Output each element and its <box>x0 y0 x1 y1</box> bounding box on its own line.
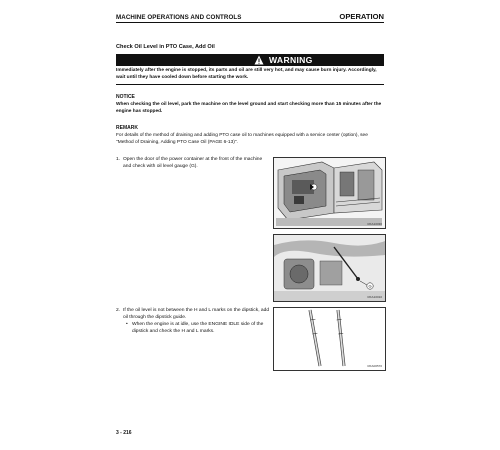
step-2-number: 2. <box>116 308 121 313</box>
warning-rule <box>116 84 384 85</box>
remark-label: REMARK <box>116 125 138 131</box>
figure-gauge-location <box>273 234 386 302</box>
step-1-number: 1. <box>116 157 121 162</box>
step-2 <box>116 307 271 335</box>
warning-banner <box>116 54 384 66</box>
gauge-location-illustration <box>274 235 385 301</box>
dipstick-illustration <box>274 308 385 370</box>
notice-text: When checking the oil level, park the machine on the level ground and start checking more than 15 minutes after the engine has stopped. <box>116 102 382 114</box>
step-2-bullet: • When the engine is at idle, use the ENGINE IDLE side of the dipstick and check the H and L marks. <box>126 321 271 335</box>
section-title: Check Oil Level in PTO Case, Add Oil <box>116 44 215 50</box>
step-1-text: Open the door of the power container at the front of the machine and check with oil level gauge (G). <box>123 157 263 169</box>
remark-text: For details of the method of draining and adding PTO case oil to machines equipped with a service center (option), see "Method of Draining, Adding PTO Case Oil (PAGE 6-13)". <box>116 133 368 145</box>
header-rule <box>116 22 384 23</box>
figure-3-code: RKA00570 <box>367 364 382 368</box>
page-number: 3 - 216 <box>116 430 132 436</box>
figure-1-code: RKA10030 <box>367 222 382 226</box>
step-2-text: If the oil level is not between the H and L marks on the dipstick, add oil through the dipstick guide. <box>123 308 270 320</box>
figure-2-code: RKA10010 <box>367 295 382 299</box>
notice-label: NOTICE <box>116 94 135 100</box>
header-section: MACHINE OPERATIONS AND CONTROLS <box>116 14 242 21</box>
warning-text: Immediately after the engine is stopped, its parts and oil are still very hot, and may cause burn injury. Accordingly, wait until they have cooled down before starting the work. <box>116 68 377 80</box>
figure-power-container <box>273 157 386 229</box>
warning-icon <box>254 55 264 65</box>
power-container-illustration <box>274 158 385 228</box>
warning-label: WARNING <box>269 55 313 65</box>
callout-label: G <box>368 283 372 289</box>
figure-dipstick <box>273 307 386 371</box>
step-1 <box>116 156 271 170</box>
header-chapter: OPERATION <box>339 12 384 21</box>
